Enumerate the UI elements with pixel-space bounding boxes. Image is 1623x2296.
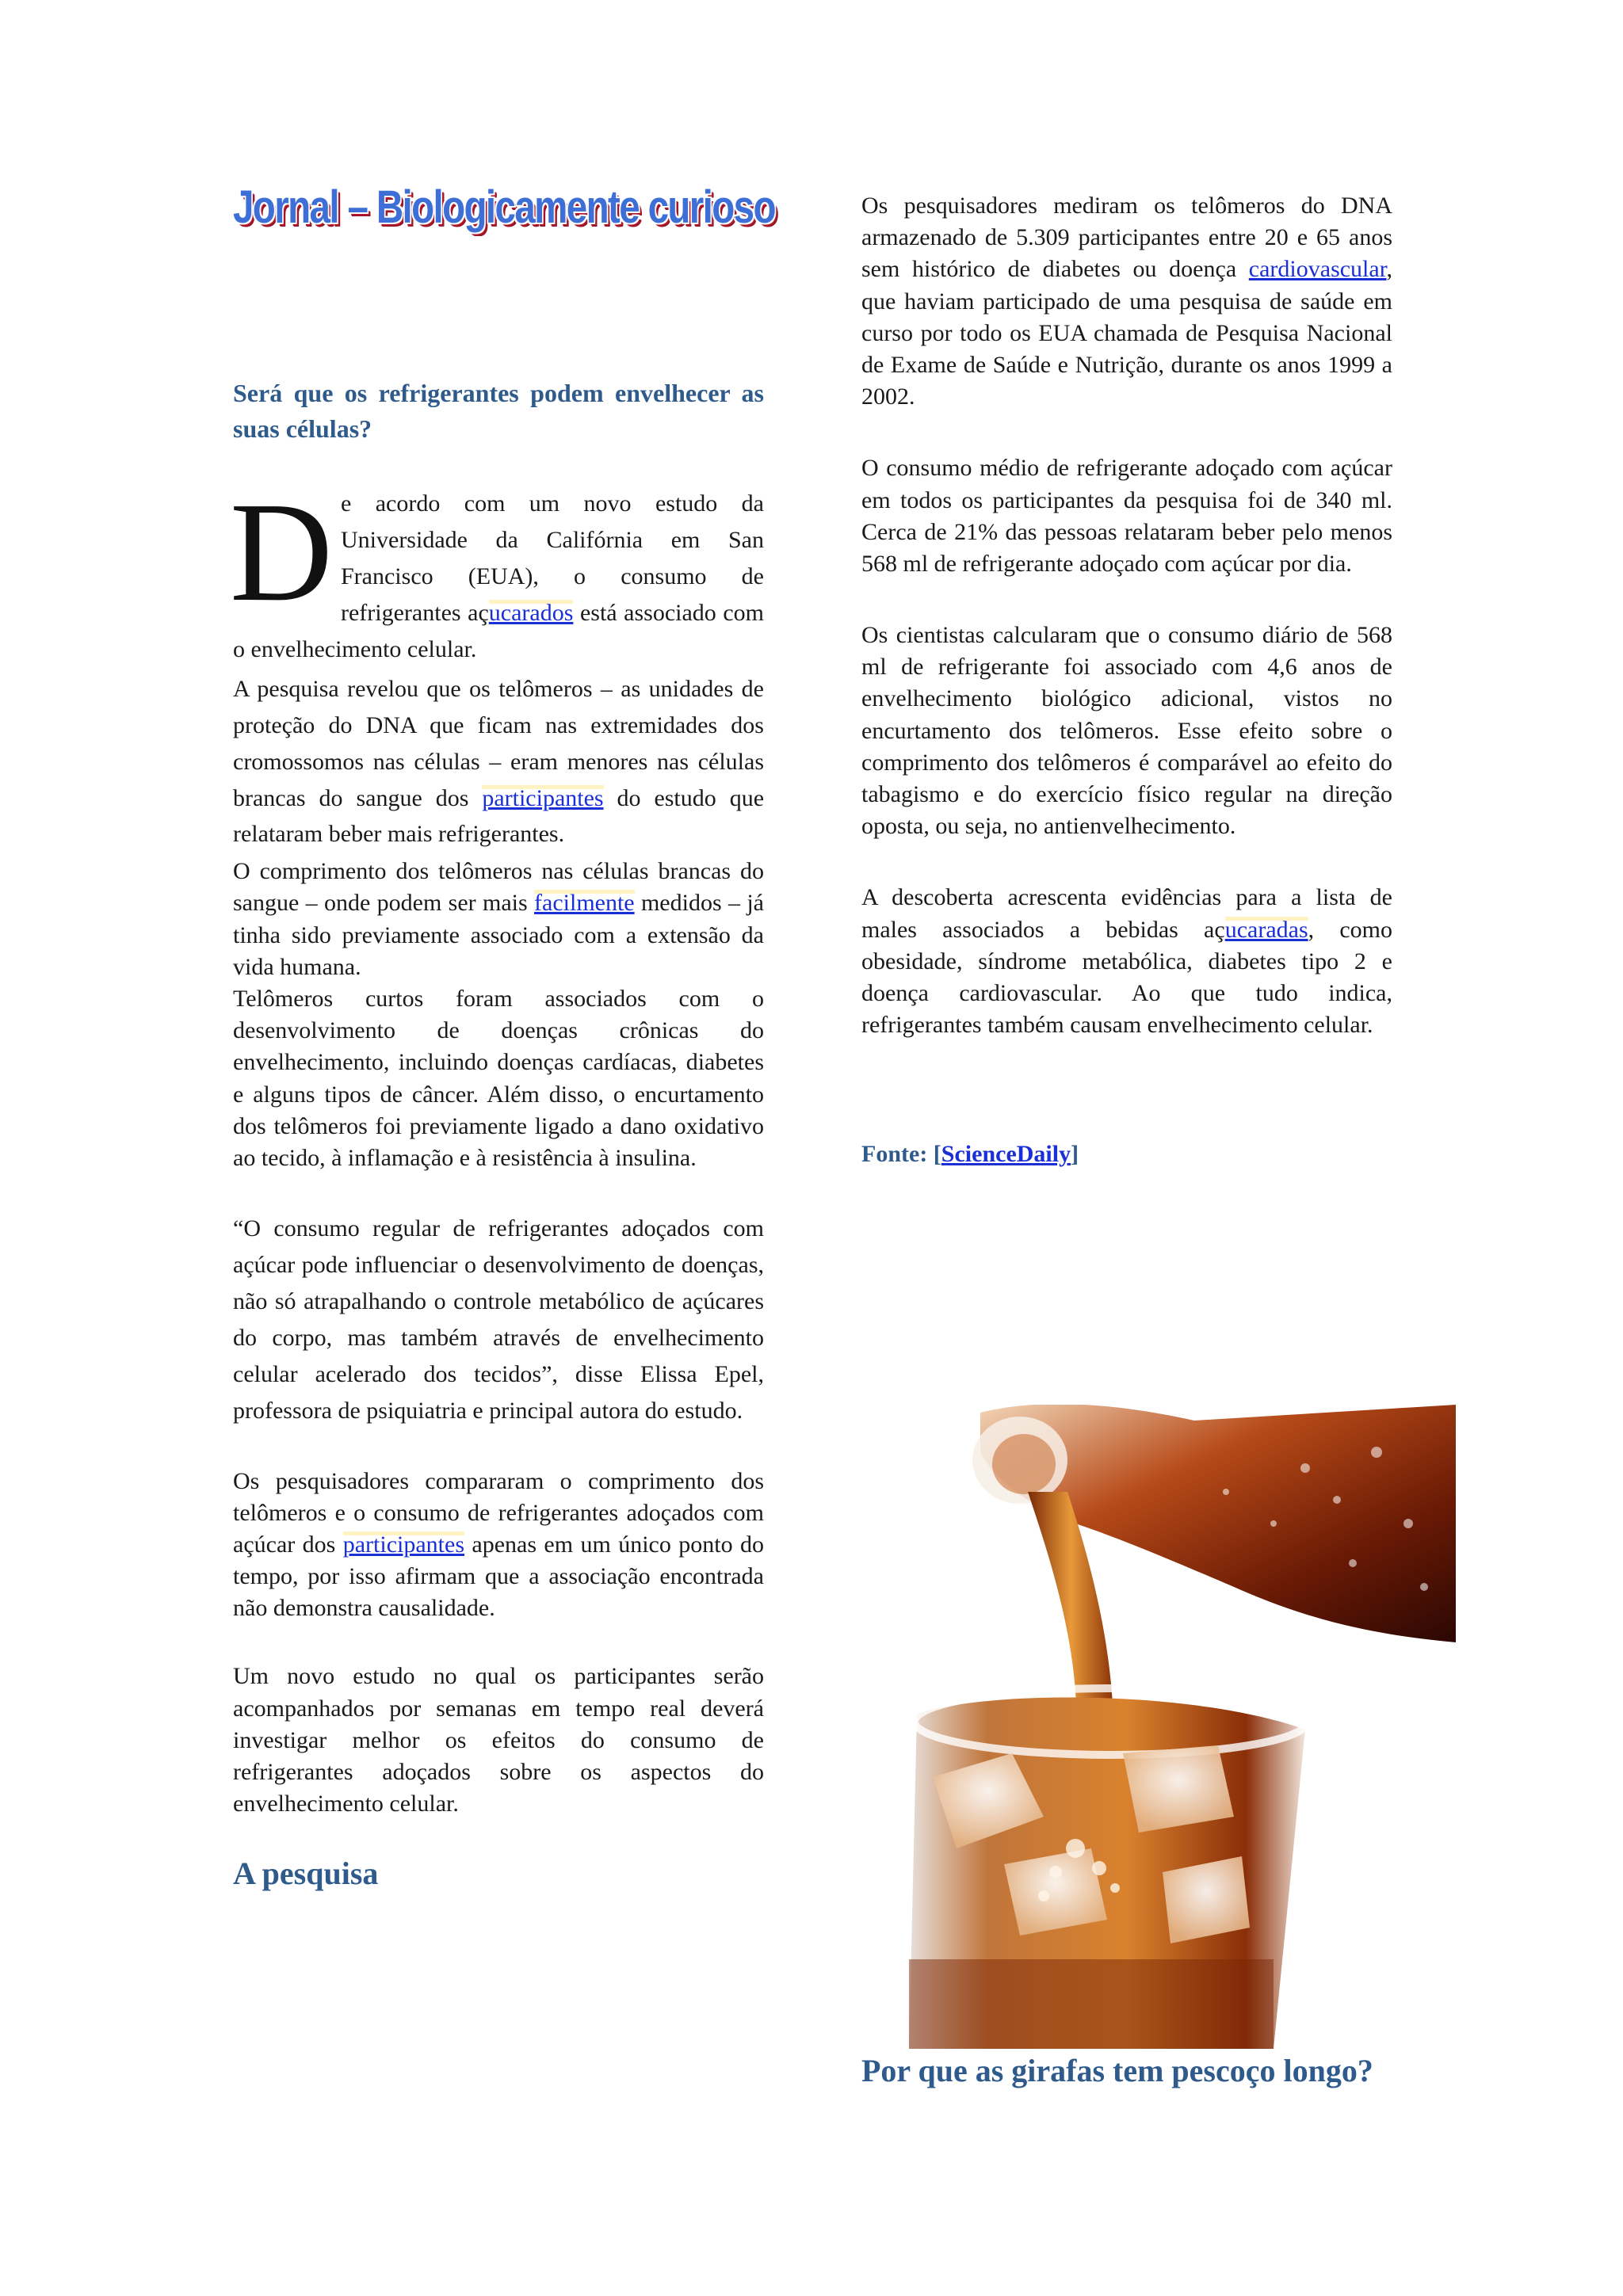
paragraph-discovery: [861, 882, 1392, 1041]
soda-pouring-photo: [861, 1405, 1456, 2049]
link-acucaradas[interactable]: ucaradas: [1224, 916, 1308, 943]
section-title-pesquisa: A pesquisa: [233, 1855, 379, 1892]
link-facilmente[interactable]: facilmente: [534, 890, 635, 917]
paragraph-new-study: Um novo estudo no qual os participantes serão acompanhados por semanas em tempo real deverá investigar melhor os efeitos do consumo de refrigerantes adoçados sobre os aspectos do envelhecimento celular.: [233, 1663, 764, 1817]
link-participantes-2[interactable]: participantes: [342, 1531, 465, 1558]
drop-cap-letter: D: [230, 473, 333, 631]
text-run: apenas em um único ponto do tempo, por isso afirmam que a associação encontrada não demonstra causalidade.: [233, 1531, 764, 1622]
text-run: está associado com o envelhecimento celular.: [233, 600, 764, 662]
source-label: Fonte: [: [861, 1141, 941, 1168]
link-acucarados[interactable]: ucarados: [488, 600, 574, 627]
text-run: O comprimento dos telômeros nas células brancas do sangue – onde podem ser mais: [233, 858, 764, 917]
text-run: do estudo que relataram beber mais refrigerantes.: [233, 784, 765, 848]
paragraph-length: [233, 856, 764, 983]
right-column: [861, 190, 1392, 1168]
text-run: medidos – já tinha sido previamente associado com a extensão da vida humana.: [233, 890, 764, 980]
text-run: e acordo com um novo estudo da Universidade da Califórnia em San Francisco (EUA), o consumo de refrigerantes aç: [341, 490, 764, 627]
paragraph-short-telomeres: Telômeros curtos foram associados com o desenvolvimento de doenças crônicas do envelhecimento, incluindo doenças cardíacas, diabetes e alguns tipos de câncer. Além disso, o encurtamento dos telômeros foi previamente ligado a dano oxidativo ao tecido, à inflamação e à resistência à insulina.: [233, 986, 764, 1171]
article-headline: Será que os refrigerantes podem envelhecer as suas células?: [233, 378, 764, 443]
paragraph-telomeres: [233, 671, 764, 852]
paragraph-consumption: O consumo médio de refrigerante adoçado com açúcar em todos os participantes da pesquisa foi de 340 ml. Cerca de 21% das pessoas relataram beber pelo menos 568 ml de refrigerante adoçado com açúcar por dia.: [861, 455, 1392, 577]
left-column: [230, 181, 775, 1892]
source-credit: [861, 1141, 1392, 1168]
journal-title: Jornal – Biologicamente curioso: [233, 181, 775, 233]
link-cardiovascular[interactable]: cardiovascular: [1248, 256, 1387, 283]
soda-illustration: [861, 1405, 1456, 2049]
link-participantes[interactable]: participantes: [482, 784, 604, 811]
link-sciencedaily[interactable]: ScienceDaily: [941, 1141, 1071, 1168]
source-bracket: ]: [1071, 1141, 1079, 1168]
text-run: , que haviam participado de uma pesquisa de saúde em curso por todo os EUA chamada de Pesquisa Nacional de Exame de Saúde e Nutrição, durante os anos 1999 a 2002.: [861, 256, 1392, 410]
text-run: Os pesquisadores mediram os telômeros do DNA armazenado de 5.309 participantes entre 20 e 65 anos sem histórico de diabetes ou doença: [861, 193, 1392, 283]
paragraph-quote: “O consumo regular de refrigerantes adoçados com açúcar pode influenciar o desenvolvimento de doenças, não só atrapalhando o controle metabólico de açúcares do corpo, mas também através de envelhecimento celular acelerado dos tecidos”, disse Elissa Epel, professora de psiquiatria e principal autora do estudo.: [233, 1215, 764, 1424]
paragraph-calculation: Os cientistas calcularam que o consumo diário de 568 ml de refrigerante foi associado com 4,6 anos de envelhecimento biológico adicional, vistos no encurtamento dos telômeros. Esse efeito sobre o comprimento dos telômeros é comparável ao efeito do tabagismo e do exercício físico regular na direção oposta, ou seja, no antienvelhecimento.: [861, 622, 1392, 840]
text-run: A descoberta acrescenta evidências para a lista de males associados a bebidas aç: [861, 884, 1392, 943]
paragraph-comparison: [233, 1466, 764, 1625]
text-run: A pesquisa revelou que os telômeros – as unidades de proteção do DNA que ficam nas extremidades dos cromossomos nas células – eram menores nas células brancas do sangue dos: [233, 675, 764, 811]
text-run: Os pesquisadores compararam o comprimento dos telômeros e o consumo de refrigerantes adoçados com açúcar dos: [233, 1467, 764, 1558]
paragraph-measurement: [861, 190, 1392, 413]
text-run: , como obesidade, síndrome metabólica, diabetes tipo 2 e doença cardiovascular. Ao que tudo indica, refrigerantes também causam envelhecimento celular.: [861, 916, 1392, 1039]
next-article-title: Por que as girafas tem pescoço longo?: [861, 2053, 1373, 2088]
intro-paragraph-block: [230, 473, 764, 667]
